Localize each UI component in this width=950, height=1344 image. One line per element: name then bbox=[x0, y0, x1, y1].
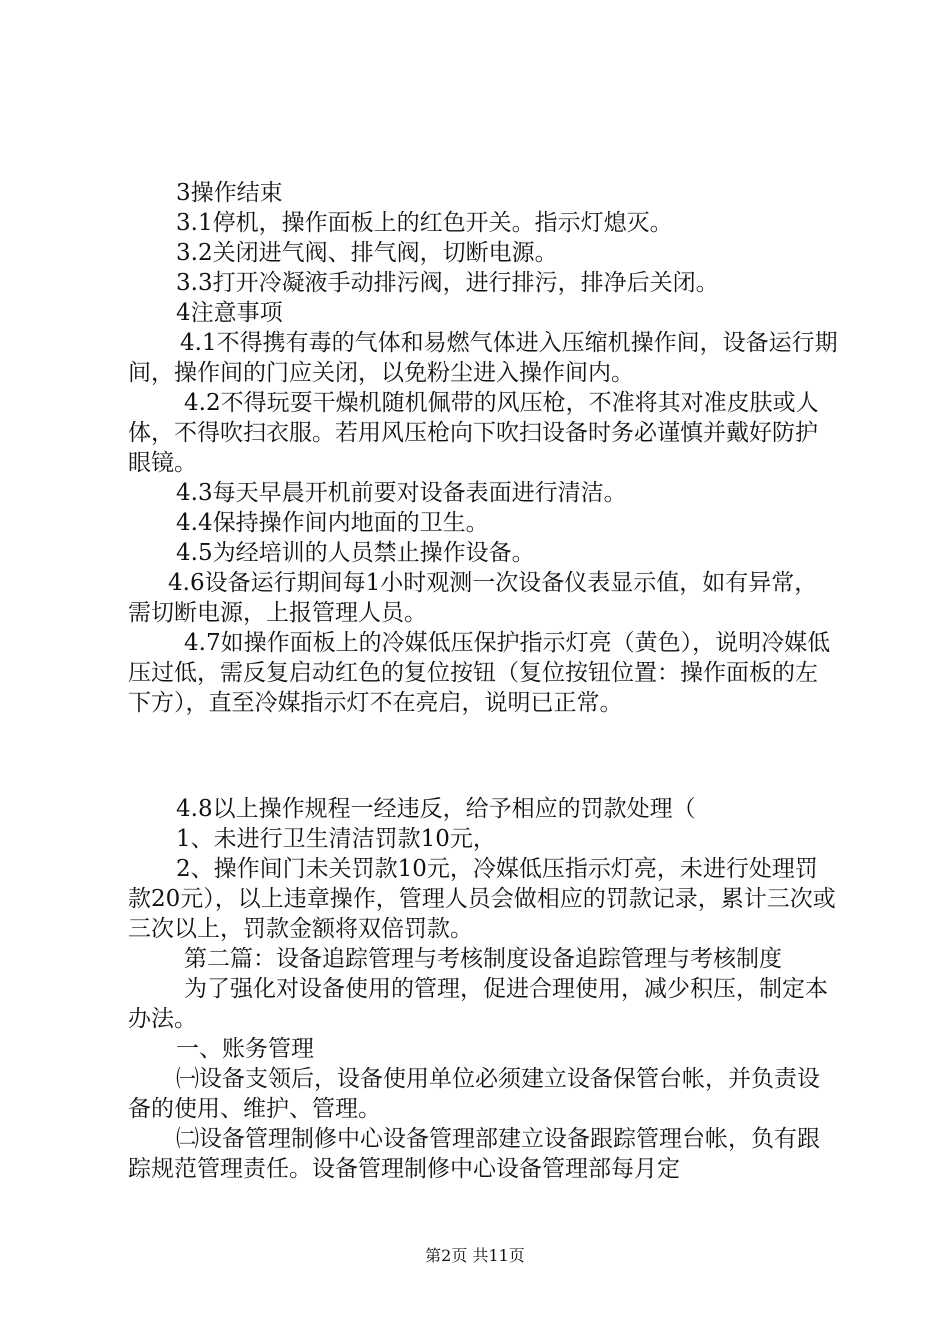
paragraph: 第二篇：设备追踪管理与考核制度设备追踪管理与考核制度 bbox=[184, 946, 782, 972]
page-footer: 第2页 共11页 bbox=[425, 1246, 525, 1265]
paragraph: 3.1停机，操作面板上的红色开关。指示灯熄灭。 bbox=[176, 210, 673, 236]
paragraph: 4.5为经培训的人员禁止操作设备。 bbox=[176, 540, 535, 566]
paragraph: 4.8以上操作规程一经违反，给予相应的罚款处理（ bbox=[176, 796, 696, 822]
document-body bbox=[128, 178, 838, 1184]
paragraph: 3.2关闭进气阀、排气阀，切断电源。 bbox=[176, 240, 558, 266]
paragraph: 3操作结束 bbox=[176, 180, 283, 206]
paragraph: 3.3打开冷凝液手动排污阀，进行排污，排净后关闭。 bbox=[176, 270, 719, 296]
paragraph: 4.2不得玩耍干燥机随机佩带的风压枪，不准将其对准皮肤或人体，不得吹扫衣服。若用风压枪向下吹扫设备时务必谨慎并戴好防护眼镜。 bbox=[128, 390, 819, 476]
paragraph: ㈡设备管理制修中心设备管理部建立设备跟踪管理台帐，负有跟踪规范管理责任。设备管理制修中心设备管理部每月定 bbox=[128, 1126, 820, 1182]
paragraph: 4注意事项 bbox=[176, 300, 283, 326]
paragraph: ㈠设备支领后，设备使用单位必须建立设备保管台帐，并负责设备的使用、维护、管理。 bbox=[128, 1066, 820, 1122]
paragraph: 4.6设备运行期间每1小时观测一次设备仪表显示值，如有异常，需切断电源，上报管理人员。 bbox=[128, 570, 818, 626]
paragraph: 4.3每天早晨开机前要对设备表面进行清洁。 bbox=[176, 480, 627, 506]
paragraph: 4.1不得携有毒的气体和易燃气体进入压缩机操作间，设备运行期间，操作间的门应关闭，以免粉尘进入操作间内。 bbox=[128, 330, 838, 386]
paragraph: 4.4保持操作间内地面的卫生。 bbox=[176, 510, 489, 536]
paragraph: 2、操作间门未关罚款10元，冷媒低压指示灯亮，未进行处理罚款20元），以上违章操作，管理人员会做相应的罚款记录，累计三次或三次以上，罚款金额将双倍罚款。 bbox=[128, 856, 836, 942]
paragraph: 1、未进行卫生清洁罚款10元， bbox=[176, 826, 496, 852]
paragraph: 为了强化对设备使用的管理，促进合理使用，减少积压，制定本办法。 bbox=[128, 976, 828, 1032]
paragraph: 一、账务管理 bbox=[176, 1036, 314, 1062]
paragraph-spacer bbox=[128, 741, 838, 771]
paragraph: 4.7如操作面板上的冷媒低压保护指示灯亮（黄色），说明冷媒低压过低，需反复启动红色的复位按钮（复位按钮位置：操作面板的左下方），直至冷媒指示灯不在亮启，说明已正常。 bbox=[128, 630, 831, 716]
